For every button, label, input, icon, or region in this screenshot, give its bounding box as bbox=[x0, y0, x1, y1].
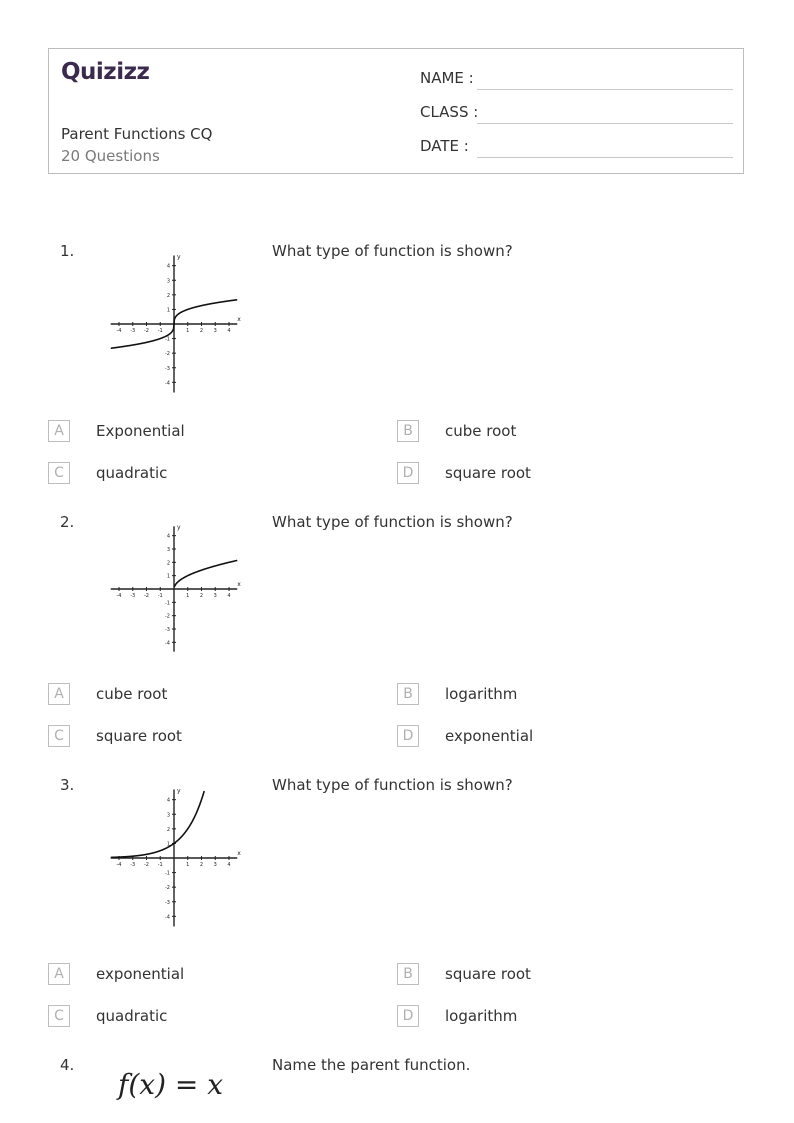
option-d-text: exponential bbox=[445, 727, 534, 745]
option-c-text: quadratic bbox=[96, 1007, 168, 1025]
x-tick-label: -2 bbox=[144, 593, 149, 599]
question-3-graph bbox=[96, 778, 252, 934]
option-c-text: quadratic bbox=[96, 464, 168, 482]
class-line bbox=[477, 123, 733, 124]
y-tick-label: 3 bbox=[166, 547, 170, 553]
x-tick-label: -2 bbox=[144, 328, 149, 334]
x-tick-label: -4 bbox=[116, 593, 122, 599]
y-tick-label: 4 bbox=[166, 797, 170, 804]
option-b-box[interactable]: B bbox=[397, 420, 419, 442]
option-b-text: logarithm bbox=[445, 685, 518, 703]
option-c-box[interactable]: C bbox=[48, 725, 70, 747]
y-tick-label: -3 bbox=[165, 627, 170, 633]
question-4-text: Name the parent function. bbox=[272, 1056, 471, 1074]
y-tick-label: 2 bbox=[166, 560, 170, 567]
worksheet-title: Parent Functions CQ bbox=[61, 125, 213, 143]
y-axis-label: y bbox=[177, 787, 181, 795]
option-a-text: exponential bbox=[96, 965, 185, 983]
option-a-text: Exponential bbox=[96, 422, 185, 440]
x-tick-label: 2 bbox=[199, 862, 204, 868]
y-tick-label: -1 bbox=[165, 600, 170, 607]
option-b-text: cube root bbox=[445, 422, 517, 440]
date-line bbox=[477, 157, 733, 158]
x-tick-label: -4 bbox=[116, 328, 122, 334]
x-tick-label: -1 bbox=[157, 593, 163, 599]
question-2-text: What type of function is shown? bbox=[272, 513, 513, 531]
x-tick-label: -4 bbox=[116, 862, 122, 868]
quizizz-logo: Quizizz bbox=[61, 59, 150, 85]
y-tick-label: -3 bbox=[165, 899, 170, 906]
x-tick-label: 2 bbox=[199, 593, 204, 599]
y-tick-label: 3 bbox=[166, 812, 170, 819]
y-tick-label: -1 bbox=[165, 870, 170, 877]
y-tick-label: -3 bbox=[165, 365, 170, 372]
x-tick-label: 3 bbox=[213, 328, 217, 334]
x-tick-label: 1 bbox=[186, 593, 190, 599]
option-d-text: square root bbox=[445, 464, 531, 482]
date-label: DATE : bbox=[420, 137, 469, 155]
x-tick-label: 1 bbox=[186, 862, 190, 868]
question-1-number: 1. bbox=[60, 242, 75, 260]
x-tick-label: 3 bbox=[213, 862, 217, 868]
name-line bbox=[477, 89, 733, 90]
option-a-text: cube root bbox=[96, 685, 168, 703]
option-d-box[interactable]: D bbox=[397, 462, 419, 484]
x-tick-label: -2 bbox=[144, 862, 149, 868]
y-tick-label: 4 bbox=[166, 263, 170, 270]
y-tick-label: -4 bbox=[165, 640, 170, 647]
y-axis-label: y bbox=[177, 253, 181, 261]
y-tick-label: -4 bbox=[165, 380, 170, 387]
x-tick-label: 1 bbox=[186, 328, 190, 334]
option-b-text: square root bbox=[445, 965, 531, 983]
function-curve bbox=[174, 560, 237, 587]
question-3-text: What type of function is shown? bbox=[272, 776, 513, 794]
y-tick-label: 1 bbox=[166, 307, 170, 314]
x-axis-label: x bbox=[237, 581, 241, 588]
question-2-graph bbox=[96, 516, 252, 660]
x-tick-label: -1 bbox=[157, 328, 163, 334]
y-tick-label: -1 bbox=[165, 336, 170, 343]
x-tick-label: 4 bbox=[227, 862, 231, 868]
y-tick-label: -4 bbox=[165, 914, 170, 921]
option-c-box[interactable]: C bbox=[48, 1005, 70, 1027]
question-4-formula: f(x) = x bbox=[118, 1068, 224, 1101]
question-1-text: What type of function is shown? bbox=[272, 242, 513, 260]
y-tick-label: -2 bbox=[165, 613, 170, 620]
y-tick-label: 2 bbox=[166, 292, 170, 299]
y-tick-label: -2 bbox=[165, 351, 170, 358]
option-d-box[interactable]: D bbox=[397, 1005, 419, 1027]
worksheet-header bbox=[48, 48, 744, 174]
x-axis-label: x bbox=[237, 316, 241, 323]
class-label: CLASS : bbox=[420, 103, 479, 121]
option-b-box[interactable]: B bbox=[397, 683, 419, 705]
question-1-graph bbox=[96, 244, 252, 400]
x-tick-label: -3 bbox=[130, 328, 136, 334]
x-tick-label: -1 bbox=[157, 862, 163, 868]
y-tick-label: -2 bbox=[165, 885, 170, 892]
question-4-number: 4. bbox=[60, 1056, 75, 1074]
x-tick-label: 3 bbox=[213, 593, 217, 599]
name-label: NAME : bbox=[420, 69, 474, 87]
x-tick-label: 2 bbox=[199, 328, 204, 334]
x-tick-label: -3 bbox=[130, 593, 136, 599]
option-b-box[interactable]: B bbox=[397, 963, 419, 985]
x-tick-label: 4 bbox=[227, 328, 231, 334]
y-tick-label: 3 bbox=[166, 278, 170, 285]
y-tick-label: 1 bbox=[166, 841, 170, 848]
x-axis-label: x bbox=[237, 850, 241, 857]
question-3-number: 3. bbox=[60, 776, 75, 794]
y-axis-label: y bbox=[177, 524, 181, 531]
question-count: 20 Questions bbox=[61, 147, 160, 165]
option-a-box[interactable]: A bbox=[48, 683, 70, 705]
option-d-text: logarithm bbox=[445, 1007, 518, 1025]
y-tick-label: 2 bbox=[166, 826, 170, 833]
x-tick-label: 4 bbox=[227, 593, 231, 599]
x-tick-label: -3 bbox=[130, 862, 136, 868]
y-tick-label: 4 bbox=[166, 533, 170, 540]
function-curve bbox=[111, 791, 205, 857]
question-2-number: 2. bbox=[60, 513, 75, 531]
option-a-box[interactable]: A bbox=[48, 963, 70, 985]
option-c-text: square root bbox=[96, 727, 182, 745]
option-c-box[interactable]: C bbox=[48, 462, 70, 484]
option-d-box[interactable]: D bbox=[397, 725, 419, 747]
y-tick-label: 1 bbox=[166, 573, 170, 580]
option-a-box[interactable]: A bbox=[48, 420, 70, 442]
